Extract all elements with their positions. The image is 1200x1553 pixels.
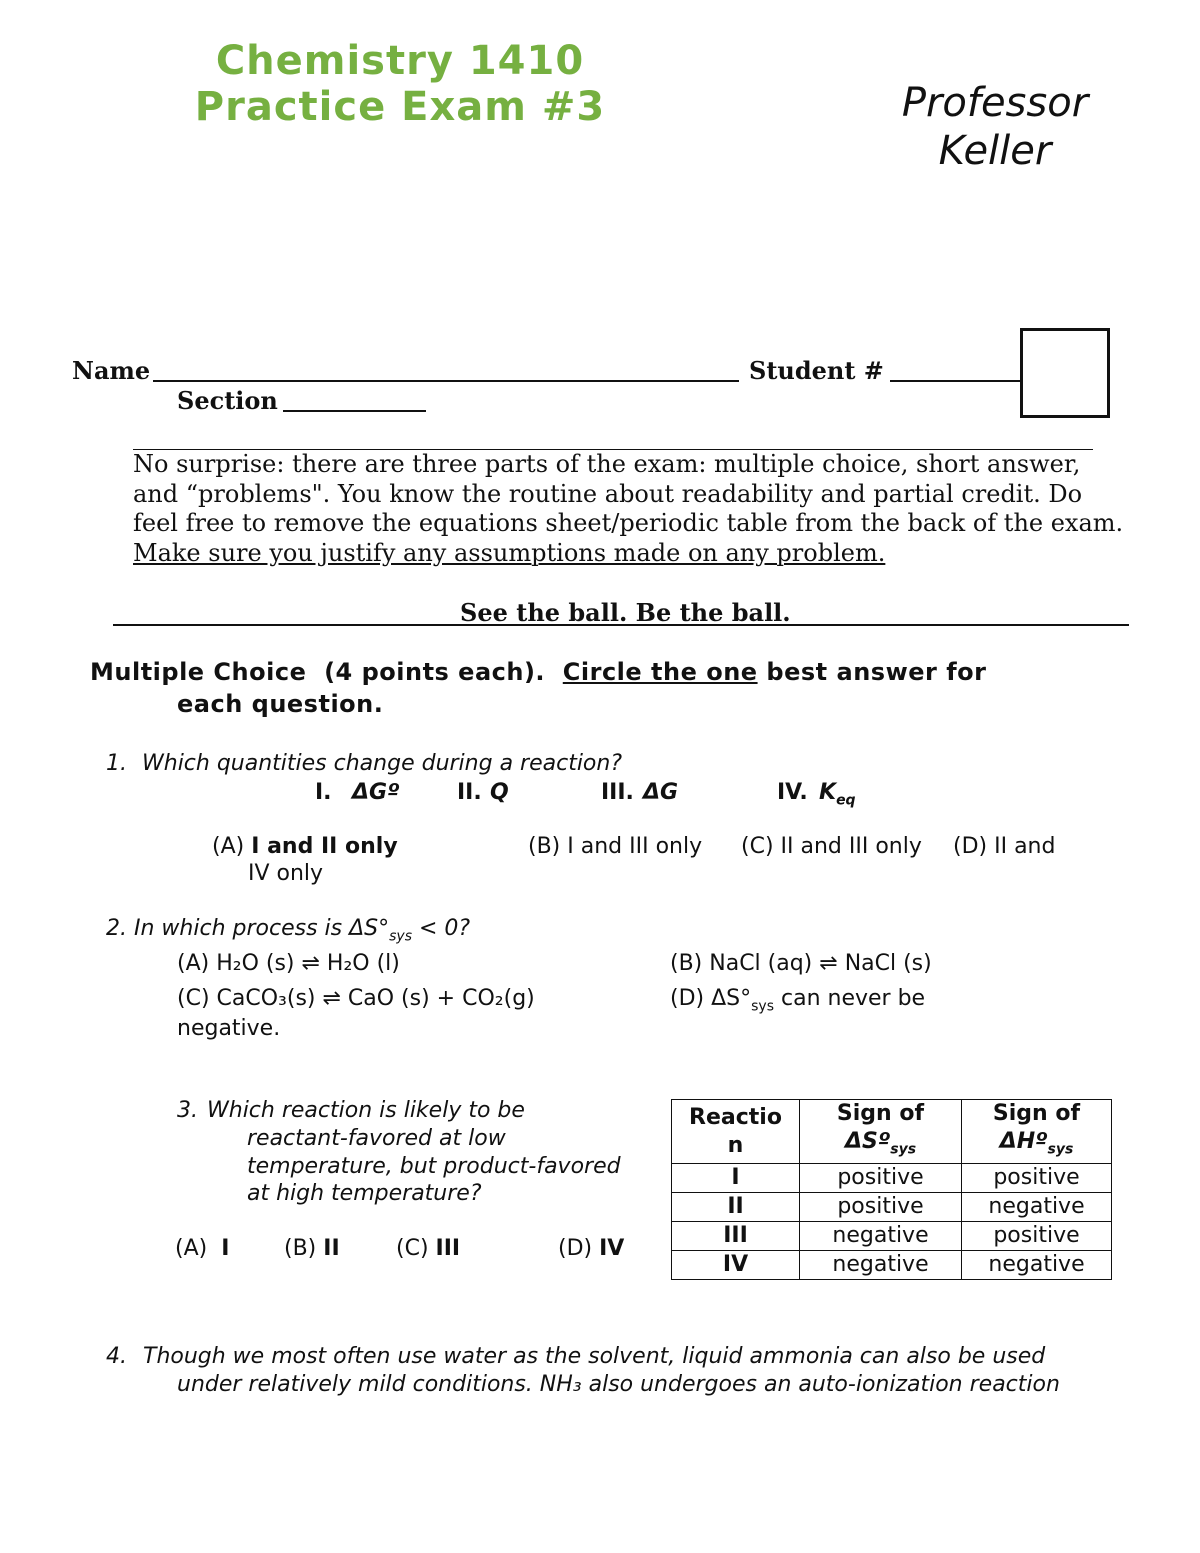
table-cell-enthalpy: negative bbox=[962, 1251, 1112, 1280]
table-header-entropy-b: ΔSº bbox=[844, 1129, 891, 1154]
q3-line-3: temperature, but product-favored bbox=[247, 1154, 621, 1179]
table-cell-enthalpy: positive bbox=[962, 1222, 1112, 1251]
table-row bbox=[672, 1222, 1112, 1251]
section-label: Section bbox=[177, 386, 278, 415]
table-cell-reaction: IV bbox=[672, 1251, 800, 1280]
q3-option-c-label: (C) bbox=[396, 1236, 429, 1261]
q3-line-4: at high temperature? bbox=[247, 1181, 482, 1206]
q1-k-subscript: eq bbox=[836, 792, 856, 809]
name-label: Name bbox=[72, 356, 151, 385]
table-cell-reaction: II bbox=[672, 1193, 800, 1222]
q3-option-d-value: IV bbox=[599, 1236, 625, 1261]
table-header-enthalpy-b: ΔHº bbox=[999, 1129, 1048, 1154]
q2-option-d-text: can never be bbox=[774, 986, 926, 1011]
q2-option-a[interactable]: (A) H₂O (s) ⇌ H₂O (l) bbox=[177, 951, 400, 976]
q1-option-c-label: (C) bbox=[741, 834, 774, 859]
q1-item-ii-label: II. bbox=[457, 780, 482, 805]
mc-heading-underlined: Circle the one bbox=[562, 658, 758, 686]
q3-line-2: reactant-favored at low bbox=[247, 1126, 506, 1151]
q1-item-iv-value bbox=[819, 780, 856, 808]
mc-heading-part-b: best answer for bbox=[757, 658, 987, 686]
table-row bbox=[672, 1193, 1112, 1222]
professor-line-2: Keller bbox=[938, 128, 1052, 174]
q2-option-d-sub: sys bbox=[751, 998, 774, 1015]
course-title: Chemistry 1410 bbox=[215, 38, 585, 84]
q3-option-b-value: II bbox=[323, 1236, 340, 1261]
table-header-row bbox=[672, 1100, 1112, 1164]
q3-line-1: Which reaction is likely to be bbox=[207, 1098, 525, 1123]
q4-number: 4. bbox=[106, 1344, 127, 1369]
score-box bbox=[1020, 328, 1110, 418]
table-cell-reaction: I bbox=[672, 1164, 800, 1193]
q1-option-d-text: II and bbox=[994, 834, 1056, 859]
table-row bbox=[672, 1164, 1112, 1193]
q2-option-c[interactable]: (C) CaCO₃(s) ⇌ CaO (s) + CO₂(g) bbox=[177, 986, 535, 1011]
q4-line-1: Though we most often use water as the solvent, liquid ammonia can also be used bbox=[143, 1344, 1046, 1369]
table-cell-entropy: negative bbox=[800, 1222, 962, 1251]
q2-option-d[interactable] bbox=[670, 986, 925, 1014]
q4-line-2: under relatively mild conditions. NH₃ also undergoes an auto-ionization reaction bbox=[177, 1372, 1060, 1397]
table-header-enthalpy bbox=[962, 1100, 1112, 1164]
q2-delta-s: ΔS° bbox=[349, 916, 390, 941]
q2-number: 2. bbox=[106, 916, 127, 941]
exam-title: Practice Exam #3 bbox=[194, 84, 606, 130]
q1-option-a[interactable] bbox=[212, 834, 398, 859]
q1-option-d[interactable] bbox=[953, 834, 1055, 859]
name-line[interactable] bbox=[153, 380, 739, 382]
q2-delta-s-sub: sys bbox=[389, 928, 412, 945]
table-header-enthalpy-sub: sys bbox=[1047, 1141, 1074, 1158]
q3-number: 3. bbox=[177, 1098, 198, 1123]
mc-heading bbox=[90, 658, 986, 686]
motto: See the ball. Be the ball. bbox=[460, 598, 791, 627]
q1-option-d-continued: IV only bbox=[248, 861, 324, 886]
table-cell-enthalpy: positive bbox=[962, 1164, 1112, 1193]
q3-option-d[interactable] bbox=[558, 1236, 624, 1261]
q1-number: 1. bbox=[106, 751, 127, 776]
q1-text: Which quantities change during a reaction? bbox=[142, 751, 623, 776]
q2-option-d-label: (D) ΔS° bbox=[670, 986, 752, 1011]
table-header-entropy bbox=[800, 1100, 962, 1164]
table-cell-reaction: III bbox=[672, 1222, 800, 1251]
q3-option-b[interactable] bbox=[284, 1236, 340, 1261]
intro-text: No surprise: there are three parts of the exam: multiple choice, short answer, and “problems". You know the routine about readability and partial credit. Do feel free to remove the equations sheet/periodic table from the back of the exam. bbox=[133, 450, 1124, 537]
q3-option-a[interactable] bbox=[175, 1236, 229, 1261]
q2-question bbox=[106, 916, 470, 944]
student-number-line[interactable] bbox=[890, 380, 1020, 382]
q1-item-ii-value: Q bbox=[490, 780, 509, 805]
q1-item-iii-label: III. bbox=[601, 780, 634, 805]
q1-option-c-text: II and III only bbox=[780, 834, 922, 859]
q3-option-a-label: (A) bbox=[175, 1236, 208, 1261]
q3-option-b-label: (B) bbox=[284, 1236, 317, 1261]
q1-k-symbol: K bbox=[819, 780, 837, 805]
table-header-reaction-b: n bbox=[727, 1132, 744, 1158]
intro-paragraph bbox=[133, 450, 1133, 568]
professor-line-1: Professor bbox=[901, 80, 1089, 126]
q1-item-i-value: ΔGº bbox=[352, 780, 400, 805]
q1-item-iv-label: IV. bbox=[777, 780, 808, 805]
q3-option-a-value: I bbox=[221, 1236, 230, 1261]
student-number-label: Student # bbox=[749, 356, 884, 385]
q2-option-c-continued: negative. bbox=[177, 1016, 281, 1041]
q3-option-c[interactable] bbox=[396, 1236, 460, 1261]
table-header-entropy-a: Sign of bbox=[836, 1101, 925, 1126]
table-cell-entropy: positive bbox=[800, 1164, 962, 1193]
q1-option-b-label: (B) bbox=[528, 834, 561, 859]
q1-item-i-label: I. bbox=[315, 780, 332, 805]
q1-option-a-text: I and II only bbox=[251, 834, 398, 859]
q2-text-end: < 0? bbox=[411, 916, 471, 941]
q3-sign-table bbox=[671, 1099, 1112, 1280]
table-row bbox=[672, 1251, 1112, 1280]
section-line[interactable] bbox=[283, 410, 426, 412]
q2-option-b[interactable]: (B) NaCl (aq) ⇌ NaCl (s) bbox=[670, 951, 932, 976]
intro-emphasis: Make sure you justify any assumptions made on any problem. bbox=[133, 538, 886, 567]
q1-option-b-text: I and III only bbox=[567, 834, 703, 859]
mc-heading-part-a: Multiple Choice (4 points each). bbox=[90, 658, 563, 686]
table-cell-entropy: negative bbox=[800, 1251, 962, 1280]
table-header-reaction-a: Reactio bbox=[689, 1104, 782, 1130]
q1-option-d-label: (D) bbox=[953, 834, 988, 859]
q3-option-d-label: (D) bbox=[558, 1236, 593, 1261]
table-header-entropy-sub: sys bbox=[890, 1141, 917, 1158]
table-header-enthalpy-a: Sign of bbox=[992, 1101, 1081, 1126]
mc-heading-line-2: each question. bbox=[177, 690, 384, 718]
q1-option-a-label: (A) bbox=[212, 834, 245, 859]
q1-option-c[interactable] bbox=[741, 834, 922, 859]
q1-item-iii-value: ΔG bbox=[643, 780, 679, 805]
q3-option-c-value: III bbox=[435, 1236, 461, 1261]
q2-text: In which process is bbox=[134, 916, 350, 941]
q1-option-b[interactable] bbox=[528, 834, 702, 859]
table-cell-enthalpy: negative bbox=[962, 1193, 1112, 1222]
table-header-reaction bbox=[672, 1100, 800, 1164]
table-cell-entropy: positive bbox=[800, 1193, 962, 1222]
